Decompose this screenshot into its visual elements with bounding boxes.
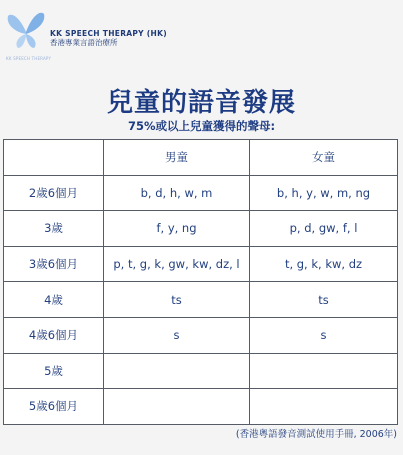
age-cell: 5歲 xyxy=(4,353,104,389)
girls-cell: s xyxy=(250,317,398,353)
table-row xyxy=(4,389,398,425)
table-row xyxy=(4,282,398,318)
girls-cell xyxy=(250,353,398,389)
age-cell: 4歲 xyxy=(4,282,104,318)
girls-cell: t, g, k, kw, dz xyxy=(250,246,398,282)
boys-cell: p, t, g, k, gw, kw, dz, l xyxy=(104,246,250,282)
logo-caption: KK SPEECH THERAPY xyxy=(6,56,52,61)
age-cell: 3歲6個月 xyxy=(4,246,104,282)
girls-cell xyxy=(250,389,398,425)
table-row xyxy=(4,317,398,353)
boys-cell: b, d, h, w, m xyxy=(104,175,250,211)
age-cell: 4歲6個月 xyxy=(4,317,104,353)
age-cell: 5歲6個月 xyxy=(4,389,104,425)
table-row xyxy=(4,211,398,247)
source-citation: (香港粵語發音測試使用手冊, 2006年) xyxy=(235,429,397,440)
butterfly-logo-icon xyxy=(6,8,52,61)
age-cell: 2歲6個月 xyxy=(4,175,104,211)
girls-cell: ts xyxy=(250,282,398,318)
table-row xyxy=(4,353,398,389)
brand-name-en: KK SPEECH THERAPY (HK) xyxy=(50,29,167,38)
table-header-row xyxy=(4,140,398,176)
girls-cell: p, d, gw, f, l xyxy=(250,211,398,247)
header-cell-boys: 男童 xyxy=(104,140,250,176)
header xyxy=(6,8,167,61)
boys-cell: f, y, ng xyxy=(104,211,250,247)
boys-cell: ts xyxy=(104,282,250,318)
table-row xyxy=(4,175,398,211)
boys-cell: s xyxy=(104,317,250,353)
speech-development-table xyxy=(3,139,398,425)
page-title: 兒童的語音發展 xyxy=(106,88,296,118)
header-cell-girls: 女童 xyxy=(250,140,398,176)
boys-cell xyxy=(104,353,250,389)
page-subtitle: 75%或以上兒童獲得的聲母: xyxy=(127,119,276,133)
age-cell: 3歲 xyxy=(4,211,104,247)
header-cell-age xyxy=(4,140,104,176)
girls-cell: b, h, y, w, m, ng xyxy=(250,175,398,211)
table-row xyxy=(4,246,398,282)
boys-cell xyxy=(104,389,250,425)
brand-name-zh: 香港專業言語治療所 xyxy=(50,37,118,47)
brand xyxy=(50,30,167,47)
